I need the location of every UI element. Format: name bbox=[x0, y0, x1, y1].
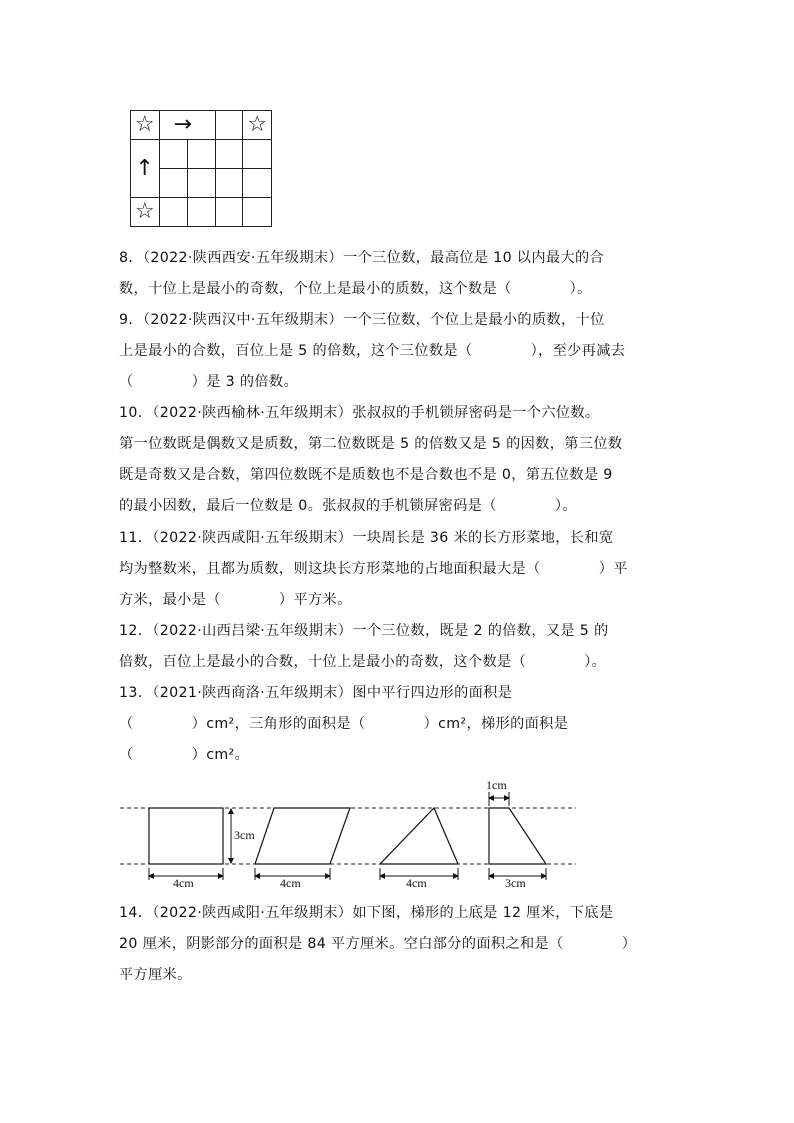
trap-base-label: 3cm bbox=[505, 876, 526, 890]
arrow-right-icon: → bbox=[173, 112, 192, 137]
grid-cell bbox=[243, 198, 272, 227]
arrow-up-icon: ↑ bbox=[135, 155, 154, 181]
para-base-label: 4cm bbox=[280, 876, 301, 890]
grid-cell bbox=[216, 111, 243, 140]
question-line: 20 厘米，阴影部分的面积是 84 平方厘米。空白部分的面积之和是（ ） bbox=[119, 936, 637, 952]
question-line: （ ）cm²，三角形的面积是（ ）cm²，梯形的面积是 bbox=[119, 716, 569, 732]
triangle-shape bbox=[380, 808, 458, 864]
question-line: 既是奇数又是合数，第四位数既不是质数也不是合数也不是 0，第五位数是 9 bbox=[119, 467, 613, 483]
trap-top-label: 1cm bbox=[486, 778, 507, 792]
question-line: 12．（2022·山西吕梁·五年级期末）一个三位数，既是 2 的倍数，又是 5 的 bbox=[119, 623, 609, 639]
grid-cell bbox=[131, 111, 160, 140]
question-line: 13．（2021·陕西商洛·五年级期末）图中平行四边形的面积是 bbox=[119, 685, 513, 701]
question-line: 14．（2022·陕西咸阳·五年级期末）如下图，梯形的上底是 12 厘米，下底是 bbox=[119, 905, 614, 921]
grid-cell bbox=[187, 169, 215, 198]
parallelogram-shape bbox=[255, 808, 350, 864]
question-13 bbox=[119, 678, 679, 771]
grid-cell bbox=[159, 111, 216, 140]
trapezoid-shape bbox=[489, 808, 546, 864]
tri-base-label: 4cm bbox=[406, 876, 427, 890]
question-line: 10．（2022·陕西榆林·五年级期末）张叔叔的手机锁屏密码是一个六位数。 bbox=[119, 405, 600, 421]
grid-cell bbox=[159, 140, 187, 169]
question-8 bbox=[119, 243, 679, 305]
question-line: 倍数，百位上是最小的合数，十位上是最小的奇数，这个数是（ ）。 bbox=[119, 654, 607, 670]
grid-cell bbox=[187, 198, 215, 227]
grid-cell bbox=[159, 169, 187, 198]
question-line: 的最小因数，最后一位数是 0。张叔叔的手机锁屏密码是（ ）。 bbox=[119, 498, 577, 514]
question-line: 第一位数既是偶数又是质数，第二位数既是 5 的倍数又是 5 的因数，第三位数 bbox=[119, 436, 623, 452]
question-12 bbox=[119, 616, 679, 678]
grid-cell bbox=[216, 169, 243, 198]
star-icon: ☆ bbox=[134, 199, 155, 224]
question-line: 上是最小的合数，百位上是 5 的倍数，这个三位数是（ ），至少再减去 bbox=[119, 343, 626, 359]
grid-cell bbox=[243, 140, 272, 169]
question-line: 8．（2022·陕西西安·五年级期末）一个三位数，最高位是 10 以内最大的合 bbox=[119, 250, 605, 266]
grid-cell bbox=[216, 140, 243, 169]
height-label: 3cm bbox=[234, 828, 255, 842]
rect-base-label: 4cm bbox=[173, 876, 194, 890]
shapes-figure bbox=[116, 776, 586, 896]
question-line: 平方厘米。 bbox=[119, 967, 192, 983]
question-10 bbox=[119, 398, 679, 522]
grid-cell bbox=[187, 140, 215, 169]
star-icon: ☆ bbox=[247, 112, 268, 137]
question-line: 数，十位上是最小的奇数，个位上是最小的质数，这个数是（ ）。 bbox=[119, 281, 592, 297]
grid-cell bbox=[131, 198, 160, 227]
question-line: 均为整数米，且都为质数，则这块长方形菜地的占地面积最大是（ ）平 bbox=[119, 561, 628, 577]
question-line: （ ）是 3 的倍数。 bbox=[119, 374, 299, 390]
star-icon: ☆ bbox=[134, 112, 155, 137]
star-grid-figure bbox=[130, 110, 272, 224]
question-11 bbox=[119, 523, 679, 616]
question-line: 方米，最小是（ ）平方米。 bbox=[119, 592, 352, 608]
question-line: （ ）cm²。 bbox=[119, 747, 250, 763]
grid-cell bbox=[243, 169, 272, 198]
question-9 bbox=[119, 305, 679, 398]
grid-cell bbox=[243, 111, 272, 140]
question-line: 9．（2022·陕西汉中·五年级期末）一个三位数，个位上是最小的质数，十位 bbox=[119, 312, 605, 328]
question-line: 11．（2022·陕西咸阳·五年级期末）一块周长是 36 米的长方形菜地，长和宽 bbox=[119, 530, 614, 546]
grid-cell bbox=[131, 140, 160, 198]
grid-cell bbox=[159, 198, 187, 227]
grid-cell bbox=[216, 198, 243, 227]
question-14 bbox=[119, 898, 679, 991]
rectangle-shape bbox=[149, 808, 223, 864]
